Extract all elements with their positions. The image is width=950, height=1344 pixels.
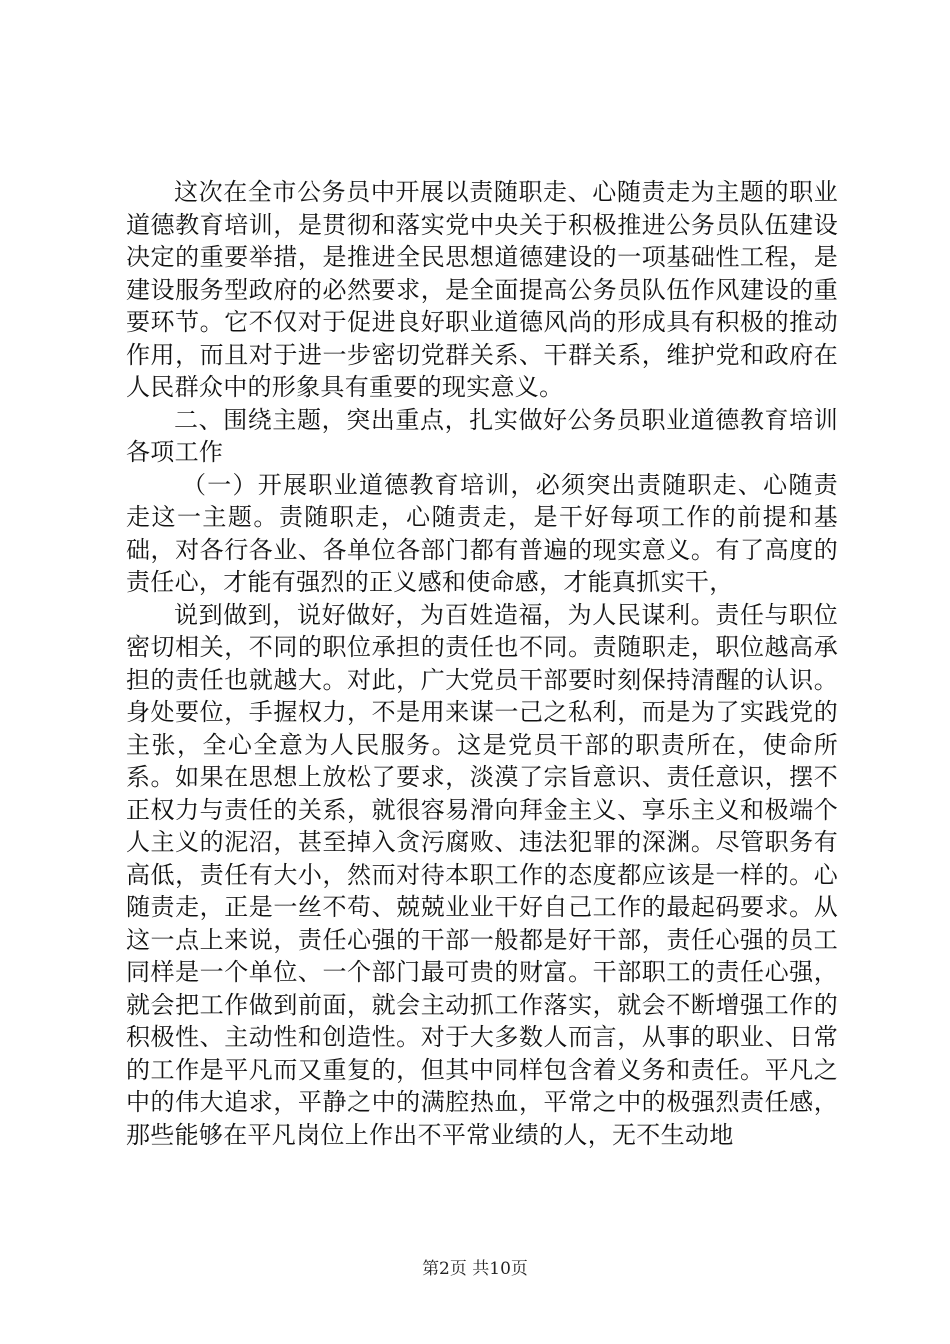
document-body [126, 176, 838, 1151]
paragraph-subsection-one: （一）开展职业道德教育培训，必须突出责随职走、心随责走这一主题。责随职走，心随责走，是干好每项工作的前提和基础，对各行各业、各单位各部门都有普遍的现实意义。有了高度的责任心，才能有强烈的正义感和使命感，才能真抓实干， [126, 470, 838, 596]
page-number-footer: 第2页 共10页 [422, 1259, 528, 1279]
paragraph-intro: 这次在全市公务员中开展以责随职走、心随责走为主题的职业道德教育培训，是贯彻和落实党中央关于积极推进公务员队伍建设决定的重要举措，是推进全民思想道德建设的一项基础性工程，是建设服务型政府的必然要求，是全面提高公务员队伍作风建设的重要环节。它不仅对于促进良好职业道德风尚的形成具有积极的推动作用，而且对于进一步密切党群关系、干群关系，维护党和政府在人民群众中的形象具有重要的现实意义。 [126, 178, 838, 401]
paragraph-responsibility: 说到做到，说好做好，为百姓造福，为人民谋利。责任与职位密切相关，不同的职位承担的责任也不同。责随职走，职位越高承担的责任也就越大。对此，广大党员干部要时刻保持清醒的认识。身处要位，手握权力，不是用来谋一己之私利，而是为了实践党的主张，全心全意为人民服务。这是党员干部的职责所在，使命所系。如果在思想上放松了要求，淡漠了宗旨意识、责任意识，摆不正权力与责任的关系，就很容易滑向拜金主义、享乐主义和极端个人主义的泥沼，甚至掉入贪污腐败、违法犯罪的深渊。尽管职务有高低，责任有大小，然而对待本职工作的态度都应该是一样的。心随责走，正是一丝不苟、兢兢业业干好自己工作的最起码要求。从这一点上来说，责任心强的干部一般都是好干部，责任心强的员工同样是一个单位、一个部门最可贵的财富。干部职工的责任心强，就会把工作做到前面，就会主动抓工作落实，就会不断增强工作的积极性、主动性和创造性。对于大多数人而言，从事的职业、日常的工作是平凡而又重复的，但其中同样包含着义务和责任。平凡之中的伟大追求，平静之中的满腔热血，平常之中的极强烈责任感，那些能够在平凡岗位上作出不平常业绩的人，无不生动地 [126, 600, 838, 1149]
section-heading: 二、围绕主题，突出重点，扎实做好公务员职业道德教育培训各项工作 [126, 405, 838, 466]
